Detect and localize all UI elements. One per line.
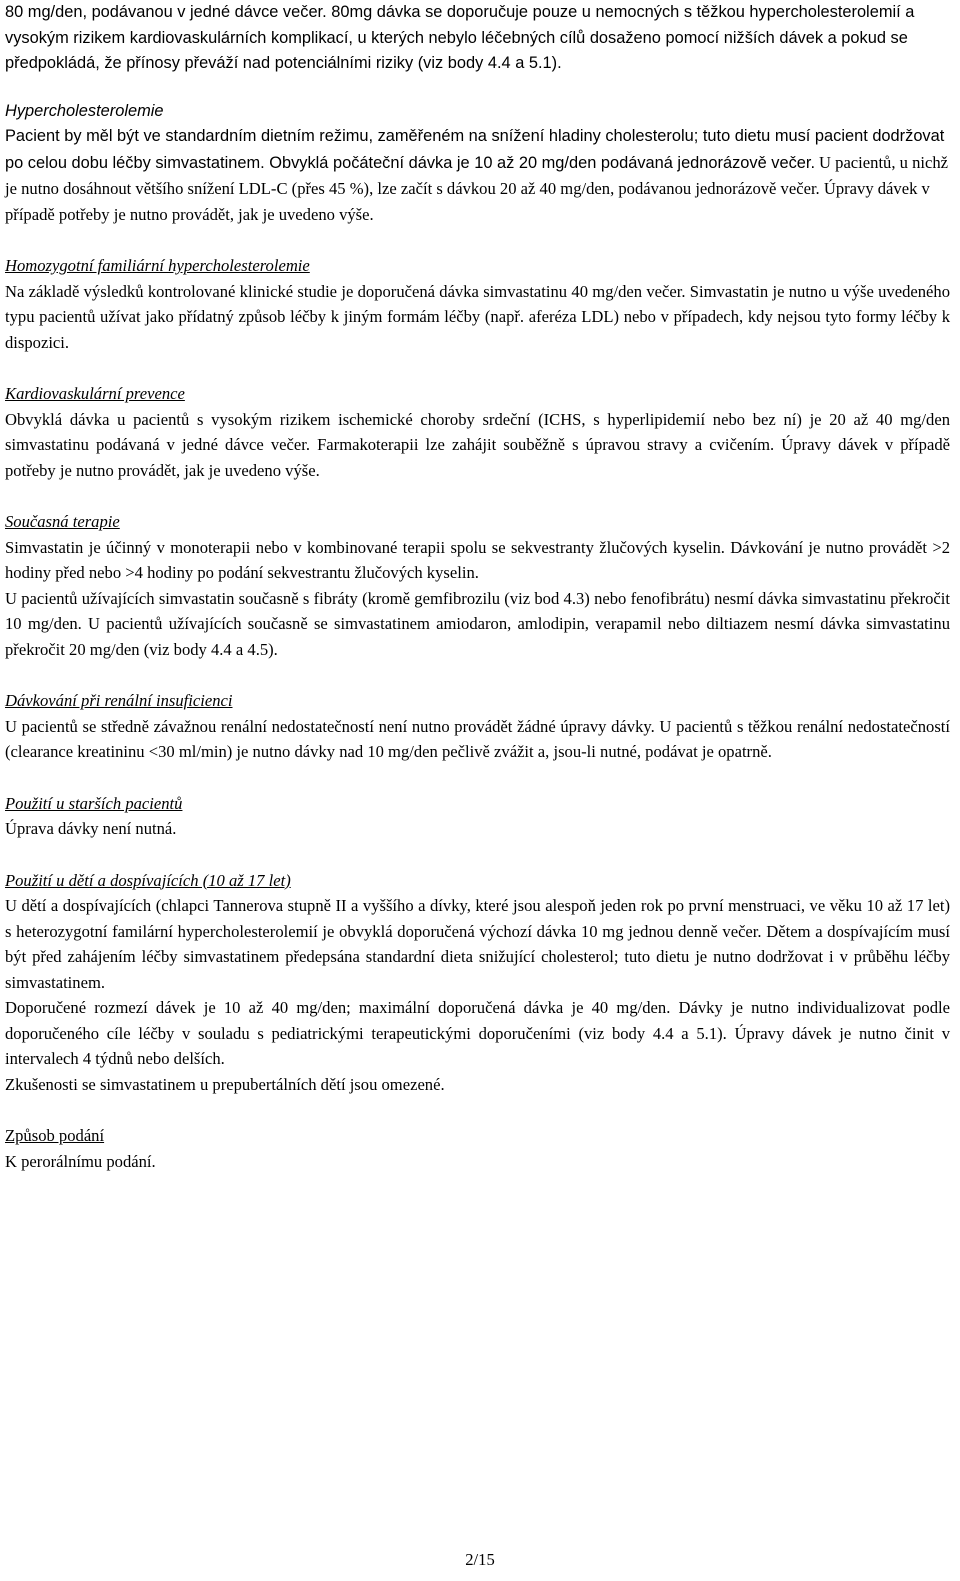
text-children-3: Zkušenosti se simvastatinem u prepubertálních dětí jsou omezené. bbox=[5, 1074, 445, 1094]
text-elderly: Úprava dávky není nutná. bbox=[5, 819, 177, 838]
heading-children: Použití u dětí a dospívajících (10 až 17 let) bbox=[5, 870, 291, 890]
section-administration bbox=[5, 1123, 950, 1174]
section-children bbox=[5, 868, 950, 1098]
heading-elderly: Použití u starších pacientů bbox=[5, 793, 183, 813]
section-renal bbox=[5, 688, 950, 765]
heading-concomitant: Současná terapie bbox=[5, 512, 120, 531]
section-hypercholesterolemia bbox=[5, 99, 950, 228]
text-hypercholesterolemia-b-span: U pacientů, u nichž je nutno dosáhnout většího snížení LDL-C (přes 45 %), lze začít s dávkou 20 až 40 mg/den, podávanou jednorázově večer. Úpravy dávek v případě potřeby je nutno provádět, jak je uvedeno výše. bbox=[5, 152, 949, 224]
text-homozygous: Na základě výsledků kontrolované klinické studie je doporučená dávka simvastatinu 40 mg/den večer. Simvastatin je nutno u výše uvedeného typu pacientů užívat jako přídatný způsob léčby k jiným formám léčby (např. aferéza LDL) nebo v případech, kdy nejsou tyto formy léčby k dispozici. bbox=[5, 281, 950, 352]
heading-cardiovascular: Kardiovaskulární prevence bbox=[5, 384, 185, 403]
text-hypercholesterolemia-a: Pacient by měl být ve standardním dietním režimu, zaměřeném na snížení hladiny cholesterolu; tuto dietu musí pacient dodržovat po celou dobu léčby simvastatinem. Obvyklá počáteční dávka je 10 až 20 mg/den podávaná jednorázově večer. bbox=[5, 127, 945, 172]
text-cardiovascular: Obvyklá dávka u pacientů s vysokým rizikem ischemické choroby srdeční (ICHS, s hyperlipidemií nebo bez ní) je 20 až 40 mg/den simvastatinu podávaná v jedné dávce večer. Farmakoterapii lze zahájit souběžně s úpravou stravy a cvičením. Úpravy dávek v případě potřeby je nutno provádět, jak je uvedeno výše. bbox=[5, 409, 950, 480]
heading-hypercholesterolemia: Hypercholesterolemie bbox=[5, 101, 164, 120]
intro-paragraph: 80 mg/den, podávanou v jedné dávce večer. 80mg dávka se doporučuje pouze u nemocných s těžkou hypercholesterolemií a vysokým rizikem kardiovaskulárních komplikací, u kterých nebylo léčebných cílů dosaženo pomocí nižších dávek a pokud se předpokládá, že přínosy převáží nad potenciálními riziky (viz body 4.4 a 5.1). bbox=[5, 3, 915, 72]
heading-renal: Dávkování při renální insuficienci bbox=[5, 691, 233, 710]
text-renal: U pacientů se středně závažnou renální nedostatečností není nutno provádět žádné úpravy dávky. U pacientů s těžkou renální nedostatečností (clearance kreatininu <30 ml/min) je nutno dávky nad 10 mg/den pečlivě zvážit a, jsou-li nutné, podávat je opatrně. bbox=[5, 716, 950, 761]
document-page bbox=[5, 0, 950, 1174]
heading-homozygous: Homozygotní familiární hypercholesterolemie bbox=[5, 256, 310, 275]
text-children-2: Doporučené rozmezí dávek je 10 až 40 mg/den; maximální doporučená dávka je 40 mg/den. Dávky je nutno individualizovat podle doporučeného cíle léčby v souladu s pediatrickými terapeutickými doporučeními (viz body 4.4 a 5.1). Úpravy dávek je nutno činit v intervalech 4 týdnů nebo delších. bbox=[5, 998, 950, 1068]
section-cardiovascular bbox=[5, 381, 950, 483]
text-administration: K perorálnímu podání. bbox=[5, 1151, 156, 1171]
text-children-1: U dětí a dospívajících (chlapci Tannerova stupně II a vyššího a dívky, které jsou alespoň jeden rok po první menstruaci, ve věku 10 až 17 let) s heterozygotní familární hypercholesterolemií je obvyklá doporučená výchozí dávka 10 mg jednou denně večer. Dětem a dospívajícím musí být před zahájením léčby simvastatinem předepsána standardní dieta snižující cholesterol; tuto dietu je nutno dodržovat i v průběhu léčby simvastatinem. bbox=[5, 896, 950, 992]
section-concomitant bbox=[5, 509, 950, 662]
section-elderly bbox=[5, 791, 950, 842]
text-concomitant-2: U pacientů užívajících simvastatin současně s fibráty (kromě gemfibrozilu (viz bod 4.3) nebo fenofibrátu) nesmí dávka simvastatinu překročit 10 mg/den. U pacientů užívajících současně se simvastatinem amiodaron, amlodipin, verapamil nebo diltiazem nesmí dávka simvastatinu překročit 20 mg/den (viz body 4.4 a 4.5). bbox=[5, 588, 950, 659]
section-homozygous bbox=[5, 253, 950, 355]
text-concomitant-1: Simvastatin je účinný v monoterapii nebo v kombinované terapii spolu se sekvestranty žlučových kyselin. Dávkování je nutno provádět >2 hodiny před nebo >4 hodiny po podání sekvestrantu žlučových kyselin. bbox=[5, 537, 950, 582]
heading-administration: Způsob podání bbox=[5, 1126, 105, 1145]
page-number: 2/15 bbox=[465, 1550, 495, 1569]
